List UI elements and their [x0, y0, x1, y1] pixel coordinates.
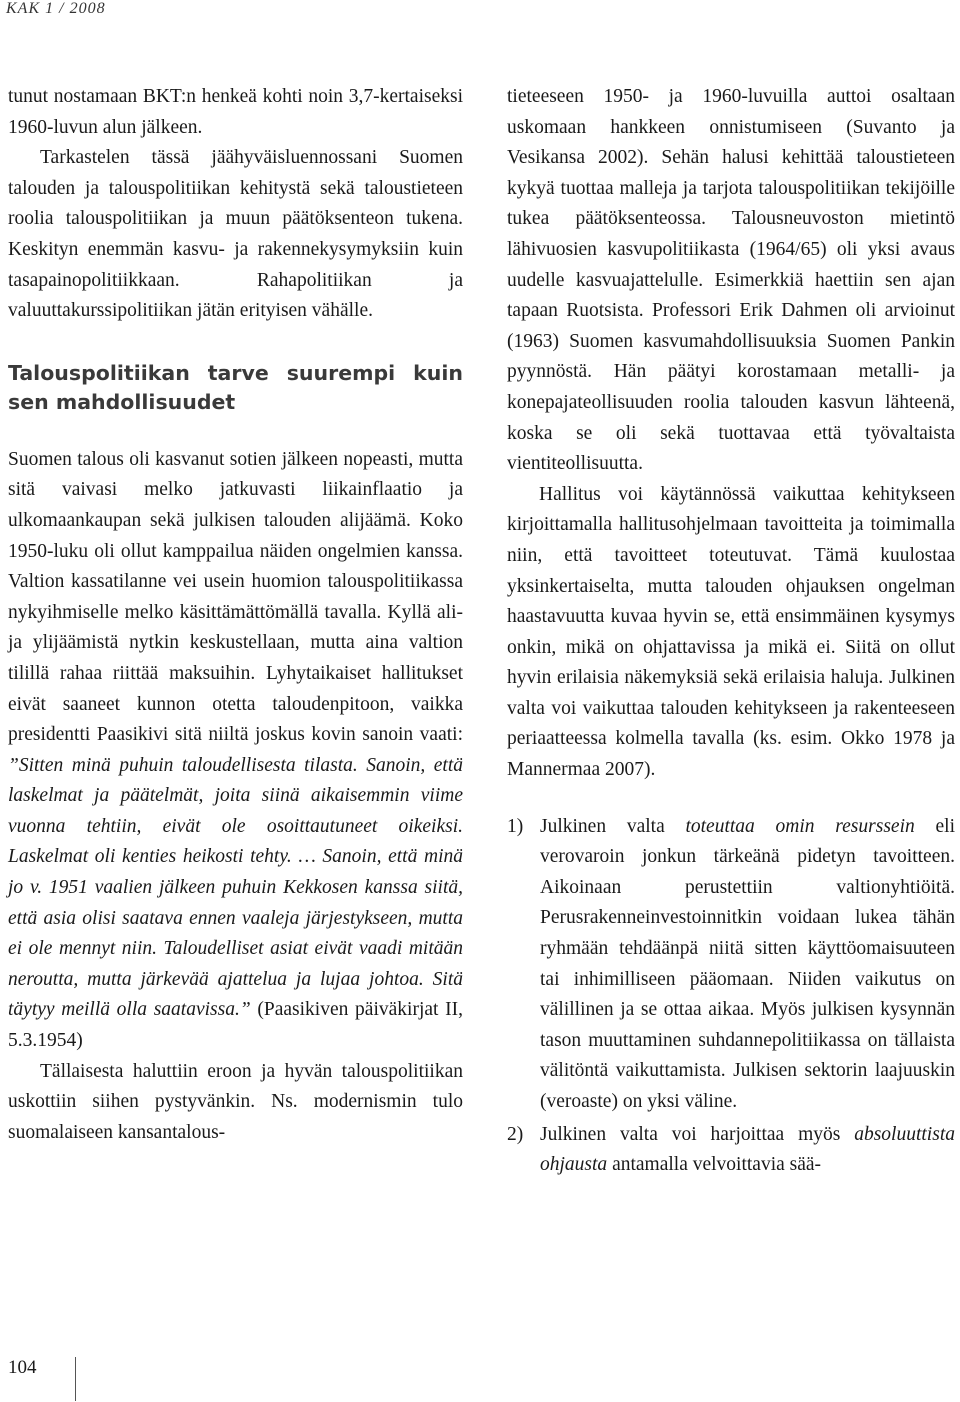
left-column	[8, 82, 463, 1148]
list-emphasis: absoluuttista ohjausta	[540, 1123, 955, 1176]
list-emphasis: toteuttaa omin resurssein	[685, 815, 915, 837]
citation: (Paasikiven päiväkirjat II, 5.3.1954)	[8, 999, 463, 1052]
page-number: 104	[8, 1357, 37, 1378]
paragraph: Hallitus voi käytännössä vaikuttaa kehitykseen kirjoittamalla hallitusohjelmaan tavoitteita ja toimimalla niin, että tavoitteet toteutuvat. Tämä kuulostaa yksinkertaiselta, mutta talouden ohjauksen ongelman haastavuutta kuvaa hyvin se, että ensimmäinen kysymys onkin, mikä on ohjattavissa ja mikä ei. Siitä on ollut hyvin erilaisia näkemyksiä sekä erilaisia haluja. Julkinen valta voi vaikuttaa talouden kehitykseen ja rakenteeseen periaatteessa kolmella tavalla (ks. esim. Okko 1978 ja Mannermaa 2007).	[507, 483, 955, 781]
list-text	[540, 812, 955, 1118]
list-text-part: eli verovaroin jonkun tärkeänä pidetyn tavoitteen. Aikoinaan perustettiin valtionyhtiöitä. Perusrakenneinvestoinnitkin voidaan lukea tähän ryhmään tehdäänpä niitä sitten käyttöomaisuuteen tai inhimilliseen pääomaan. Niiden vaikutus on välillinen ja se ottaa aikaa. Myös julkisen kysynnän tason muuttaminen suhdannepolitiikassa on tällaista välitöntä vaikuttamista. Julkisen sektorin laajuuskin (veroaste) on yksi väline.	[540, 815, 955, 1112]
paragraph: Tällaisesta haluttiin eroon ja hyvän talouspolitiikan uskottiin siihen pystyvänkin. Ns. modernismin tulo suomalaiseen kansantalous-	[8, 1060, 463, 1143]
list-number: 1)	[507, 815, 524, 837]
list-text-part: Julkinen valta	[540, 815, 686, 837]
paragraph: Tarkastelen tässä jäähyväisluennossani Suomen talouden ja talouspolitiikan kehitystä sekä taloustieteen roolia talouspolitiikan ja muun päätöksenteon tukena. Keskityn enemmän kasvu- ja rakennekysymyksiin kuin tasapainopolitiikkaan. Rahapolitiikan ja valuuttakurssipolitiikan jätän erityisen vähälle.	[8, 147, 463, 322]
footer-divider	[75, 1357, 76, 1401]
paragraph: tunut nostamaan BKT:n henkeä kohti noin 3,7-kertaiseksi 1960-luvun alun jälkeen.	[8, 86, 463, 138]
list-text-part: antamalla velvoittavia sää-	[607, 1154, 822, 1176]
journal-header: KAK 1 / 2008	[6, 0, 106, 17]
list-text	[540, 1120, 955, 1181]
right-column	[507, 82, 955, 1183]
quote: ”Sitten minä puhuin taloudellisesta tilasta. Sanoin, että laskelmat ja päätelmät, joita siinä aikaisemmin viime vuonna tehtiin, eivät ole osoittautuneet oikeiksi. Laskelmat oli kenties heikosti tehty. … Sanoin, että minä jo v. 1951 vaalien jälkeen puhuin Kekkosen kanssa siitä, että asia olisi saatava ennen vaaleja järjestykseen, mutta ei ole mennyt niin. Taloudelliset asiat eivät vaadi mitään neroutta, mutta järkevää ajattelua ja lujaa johtoa. Sitä täytyy meillä olla saatavissa.”	[8, 754, 463, 1021]
paragraph-text: Suomen talous oli kasvanut sotien jälkeen nopeasti, mutta sitä vaivasi melko jatkuvasti liikainflaatio ja ulkomaankaupan sekä julkisen talouden alijäämä. Koko 1950-luku oli ollut kamppailua näiden ongelmien kanssa. Valtion kassatilanne vei usein huomion talouspolitiikassa nykyihmiselle melko käsittämättömällä tavalla. Kyllä ali- ja ylijäämistä nytkin keskustellaan, mutta aina valtion tilillä rahaa riittää maksuihin. Lyhytaikaiset hallitukset eivät saaneet kunnon otetta taloudenpitoon, vaikka presidentti Paasikivi sitä niiltä joskus kovin sanoin vaati:	[8, 448, 463, 746]
list-item	[507, 1120, 955, 1181]
paragraph	[8, 445, 463, 1057]
list-number: 2)	[507, 1123, 524, 1145]
list-item	[507, 812, 955, 1118]
section-heading: Talouspolitiikan tarve suurempi kuin sen mahdollisuudet	[8, 360, 463, 414]
numbered-list	[507, 812, 955, 1181]
paragraph: tieteeseen 1950- ja 1960-luvuilla auttoi osaltaan uskomaan hankkeen onnistumiseen (Suvanto ja Vesikansa 2002). Sehän halusi kehittää taloustieteen kykyä tuottaa malleja ja tarjota talouspolitiikan tekijöille tukea päätöksenteossa. Talousneuvoston mietintö lähivuosien kasvupolitiikasta (1964/65) oli yksi avaus uudelle kasvuajattelulle. Esimerkkiä haettiin sen ajan tapaan Ruotsista. Professori Erik Dahmen oli arvioinut (1963) Suomen kasvumahdollisuuksia Suomen Pankin pyynnöstä. Hän päätyi korostamaan metalli- ja konepajateollisuuden roolia talouden kasvun lähteenä, koska se oli sekä tuottavaa että työvaltaista vientiteollisuutta.	[507, 86, 955, 475]
list-text-part: Julkinen valta voi harjoittaa myös	[540, 1123, 855, 1145]
